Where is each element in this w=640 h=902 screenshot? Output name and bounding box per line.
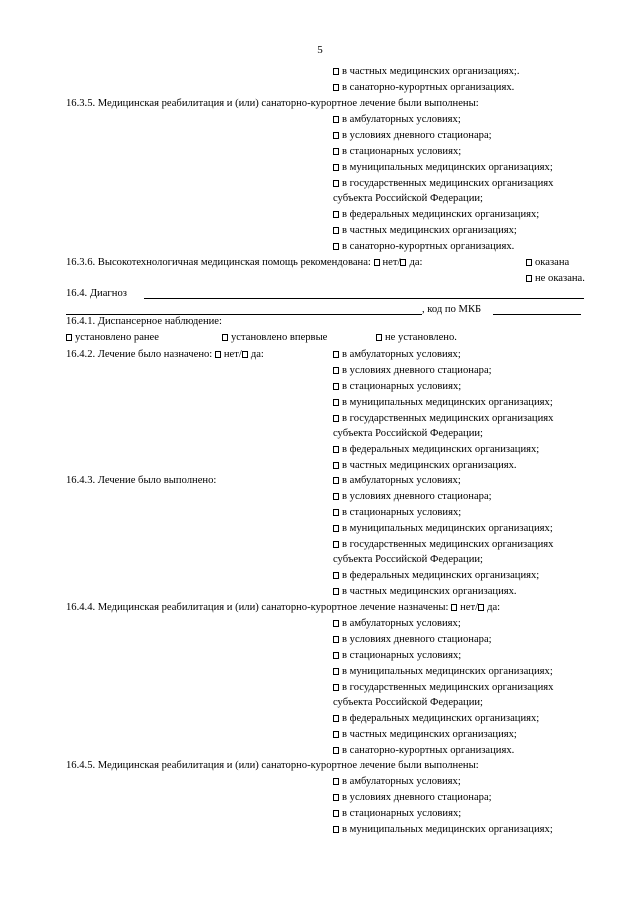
checkbox-inpatient[interactable]: в стационарных условиях; bbox=[333, 806, 461, 822]
checkbox-inpatient[interactable]: в стационарных условиях; bbox=[333, 379, 461, 395]
checkbox-sanatorium[interactable]: в санаторно-курортных организациях. bbox=[333, 80, 514, 96]
checkbox-inpatient[interactable]: в стационарных условиях; bbox=[333, 144, 461, 160]
checkbox-municipal[interactable]: в муниципальных медицинских организациях; bbox=[333, 160, 553, 176]
checkbox-rehab-no[interactable]: нет/ bbox=[451, 602, 478, 613]
checkbox-private[interactable]: в частных медицинских организациях; bbox=[333, 727, 517, 743]
diagnosis-label: 16.4. Диагноз bbox=[66, 288, 127, 299]
checkbox-private[interactable]: в частных медицинских организациях; bbox=[333, 223, 517, 239]
checkbox-state[interactable]: в государственных медицинских организациях bbox=[333, 680, 553, 696]
checkbox-sanatorium[interactable]: в санаторно-курортных организациях. bbox=[333, 743, 514, 759]
checkbox-treatment-yes[interactable]: да: bbox=[242, 349, 264, 360]
section-16-4-2-label: 16.4.2. Лечение было назначено: bbox=[66, 349, 213, 360]
checkbox-inpatient[interactable]: в стационарных условиях; bbox=[333, 648, 461, 664]
checkbox-federal[interactable]: в федеральных медицинских организациях; bbox=[333, 442, 539, 458]
state-continuation: субъекта Российской Федерации; bbox=[333, 697, 483, 708]
checkbox-inpatient[interactable]: в стационарных условиях; bbox=[333, 505, 461, 521]
checkbox-day-hospital[interactable]: в условиях дневного стационара; bbox=[333, 790, 492, 806]
checkbox-sanatorium[interactable]: в санаторно-курортных организациях. bbox=[333, 239, 514, 255]
checkbox-ambulatory[interactable]: в амбулаторных условиях; bbox=[333, 774, 461, 790]
checkbox-federal[interactable]: в федеральных медицинских организациях; bbox=[333, 711, 539, 727]
checkbox-state[interactable]: в государственных медицинских организациях bbox=[333, 537, 553, 553]
section-16-4-3-label: 16.4.3. Лечение было выполнено: bbox=[66, 475, 217, 486]
section-16-4-2 bbox=[66, 347, 264, 363]
mkb-code-field[interactable] bbox=[493, 314, 581, 315]
checkbox-hightech-yes[interactable]: да: bbox=[400, 257, 422, 268]
checkbox-day-hospital[interactable]: в условиях дневного стационара; bbox=[333, 489, 492, 505]
mkb-label: , код по МКБ bbox=[422, 304, 482, 315]
checkbox-federal[interactable]: в федеральных медицинских организациях; bbox=[333, 568, 539, 584]
checkbox-not-provided[interactable]: не оказана. bbox=[526, 271, 585, 287]
checkbox-day-hospital[interactable]: в условиях дневного стационара; bbox=[333, 363, 492, 379]
state-continuation: субъекта Российской Федерации; bbox=[333, 554, 483, 565]
checkbox-established-first[interactable]: установлено впервые bbox=[222, 330, 327, 346]
checkbox-day-hospital[interactable]: в условиях дневного стационара; bbox=[333, 128, 492, 144]
checkbox-private[interactable]: в частных медицинских организациях;. bbox=[333, 64, 520, 80]
checkbox-treatment-no[interactable]: нет/ bbox=[215, 349, 242, 360]
checkbox-municipal[interactable]: в муниципальных медицинских организациях; bbox=[333, 521, 553, 537]
section-16-4-1-label: 16.4.1. Диспансерное наблюдение: bbox=[66, 316, 222, 327]
checkbox-established-before[interactable]: установлено ранее bbox=[66, 330, 159, 346]
section-16-4-4 bbox=[66, 600, 500, 616]
state-continuation: субъекта Российской Федерации; bbox=[333, 428, 483, 439]
checkbox-ambulatory[interactable]: в амбулаторных условиях; bbox=[333, 616, 461, 632]
checkbox-hightech-no[interactable]: нет/ bbox=[374, 257, 401, 268]
checkbox-private[interactable]: в частных медицинских организациях. bbox=[333, 584, 517, 600]
checkbox-municipal[interactable]: в муниципальных медицинских организациях; bbox=[333, 395, 553, 411]
checkbox-ambulatory[interactable]: в амбулаторных условиях; bbox=[333, 347, 461, 363]
checkbox-private[interactable]: в частных медицинских организациях. bbox=[333, 458, 517, 474]
checkbox-federal[interactable]: в федеральных медицинских организациях; bbox=[333, 207, 539, 223]
section-16-4-5-label: 16.4.5. Медицинская реабилитация и (или) санаторно-курортное лечение были выполнены: bbox=[66, 760, 479, 771]
section-16-4-4-label: 16.4.4. Медицинская реабилитация и (или) санаторно-курортное лечение назначены: bbox=[66, 602, 449, 613]
checkbox-day-hospital[interactable]: в условиях дневного стационара; bbox=[333, 632, 492, 648]
checkbox-ambulatory[interactable]: в амбулаторных условиях; bbox=[333, 112, 461, 128]
checkbox-rehab-yes[interactable]: да: bbox=[478, 602, 500, 613]
state-continuation: субъекта Российской Федерации; bbox=[333, 193, 483, 204]
checkbox-provided[interactable]: оказана bbox=[526, 255, 569, 271]
section-16-3-6-label: 16.3.6. Высокотехнологичная медицинская помощь рекомендована: bbox=[66, 257, 371, 268]
checkbox-state[interactable]: в государственных медицинских организациях bbox=[333, 176, 553, 192]
diagnosis-field[interactable] bbox=[144, 298, 584, 299]
checkbox-ambulatory[interactable]: в амбулаторных условиях; bbox=[333, 473, 461, 489]
checkbox-state[interactable]: в государственных медицинских организациях bbox=[333, 411, 553, 427]
section-16-3-5-label: 16.3.5. Медицинская реабилитация и (или) санаторно-курортное лечение были выполнены: bbox=[66, 98, 479, 109]
checkbox-not-established[interactable]: не установлено. bbox=[376, 330, 457, 346]
checkbox-municipal[interactable]: в муниципальных медицинских организациях; bbox=[333, 822, 553, 838]
checkbox-municipal[interactable]: в муниципальных медицинских организациях; bbox=[333, 664, 553, 680]
page-number: 5 bbox=[317, 44, 323, 56]
section-16-3-6 bbox=[66, 255, 423, 271]
